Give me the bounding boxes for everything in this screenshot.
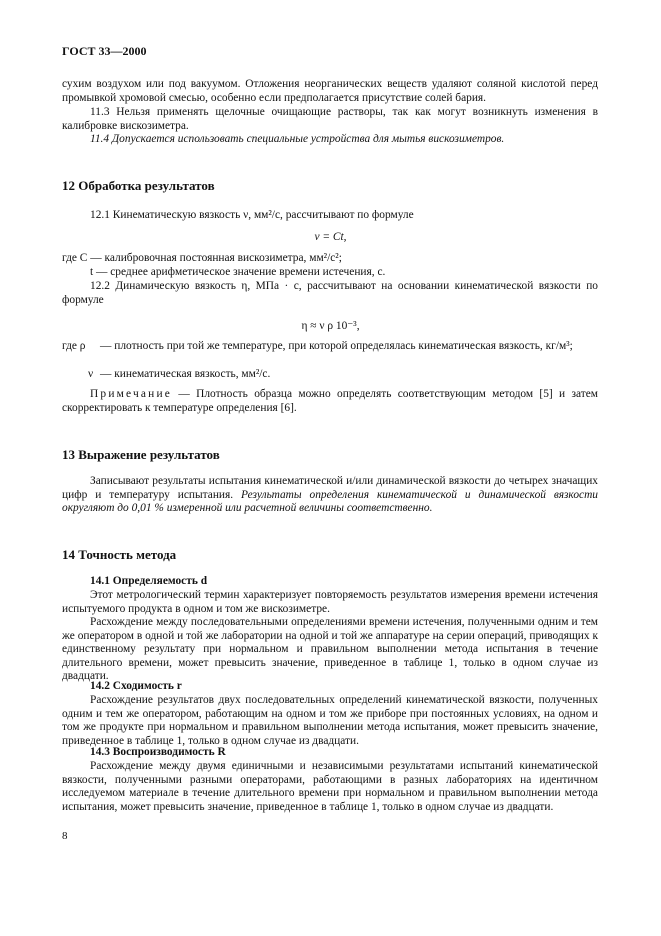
paragraph-11-3: 11.3 Нельзя применять щелочные очищающие растворы, так как могут возникнуть изменения в калибровке вискозиметра. xyxy=(62,106,598,132)
formula-kinematic: ν = Ct, xyxy=(314,231,347,243)
paragraph-11-4: 11.4 Допускается использовать специальные устройства для мытья вискозиметров. xyxy=(90,133,505,145)
paragraph-13-1-b: Результаты определения кинематической и динамической вязкости округляют до 0,01 % измеренной или расчетной величины соответственно. xyxy=(62,488,598,515)
paragraph-14-2: Расхождение результатов двух последовательных определений кинематической вязкости, полученных одним и тем же оператором, работающим на одном и том же приборе при постоянных условиях, на одном и том же продукте при нормальном и правильном выполнении метода испытания, может превысить значение, приведенное в таблице 1, только в одном случае из двадцати. xyxy=(62,694,598,747)
document-header: ГОСТ 33—2000 xyxy=(62,44,147,58)
section-14-title: 14 Точность метода xyxy=(62,547,177,562)
where-c-line: где C — калибровочная постоянная вискозиметра, мм²/с²; xyxy=(62,252,342,264)
paragraph-14-3: Расхождение между двумя единичными и независимыми результатами испытаний кинематической вязкости, полученными разными операторами, работающими в разных лабораториях на идентичном исследуемом материале в течение длительного времени при нормальном и правильном выполнении метода испытания, может превысить значение, приведенное в таблице 1, только в одном случае из двадцати. xyxy=(62,760,598,813)
paragraph-12-2: 12.2 Динамическую вязкость η, МПа · с, рассчитывают на основании кинематической вязкости по формуле xyxy=(62,280,598,306)
page-number: 8 xyxy=(62,830,68,842)
where-nu-label: ν xyxy=(88,368,94,380)
subsection-14-1-title: 14.1 Определяемость d xyxy=(90,575,208,587)
note-12 xyxy=(62,388,598,415)
paragraph-13-1-a: Записывают результаты испытания кинематической и/или динамической вязкости до четырех значащих цифр и температуру испытания. xyxy=(62,475,598,501)
where-t-line: t — среднее арифметическое значение времени истечения, с. xyxy=(90,266,386,278)
note-label: Примечание xyxy=(90,388,173,400)
section-13-title: 13 Выражение результатов xyxy=(62,447,220,462)
paragraph-14-1-a: Этот метрологический термин характеризует повторяемость результатов измерения времени истечения испытуемого продукта в одном и том же вискозиметре. xyxy=(62,589,598,615)
formula-dynamic: η ≈ ν ρ 10⁻³, xyxy=(301,320,360,332)
paragraph-14-1-b: Расхождение между последовательными определениями времени истечения, полученными одним и тем же оператором в одной и той же лаборатории на одной и той же аппаратуре на серии операций, приводящих к единственному результату при нормальном и правильном выполнении метода испытания в течение длительного времени, может превысить значение, приведенное в таблице 1, только в одном случае из двадцати. xyxy=(62,616,598,683)
paragraph-11-2-continued: сухим воздухом или под вакуумом. Отложения неорганических веществ удаляют соляной кислотой перед промывкой хромовой смесью, особенно если предполагается присутствие солей бария. xyxy=(62,78,598,104)
subsection-14-3-title: 14.3 Воспроизводимость R xyxy=(90,746,226,758)
subsection-14-2-title: 14.2 Сходимость r xyxy=(90,680,182,692)
where-rho-text: — плотность при той же температуре, при которой определялась кинематическая вязкость, кг/м³; xyxy=(100,340,573,352)
paragraph-12-1: 12.1 Кинематическую вязкость ν, мм²/с, рассчитывают по формуле xyxy=(90,209,414,221)
note-text: — Плотность образца можно определять соответствующим методом [5] и затем скорректировать к температуре определения [6]. xyxy=(62,388,598,414)
where-nu-text: — кинематическая вязкость, мм²/с. xyxy=(100,368,271,380)
where-rho-label: где ρ xyxy=(62,340,86,352)
paragraph-13-1 xyxy=(62,475,598,516)
section-12-title: 12 Обработка результатов xyxy=(62,178,215,193)
